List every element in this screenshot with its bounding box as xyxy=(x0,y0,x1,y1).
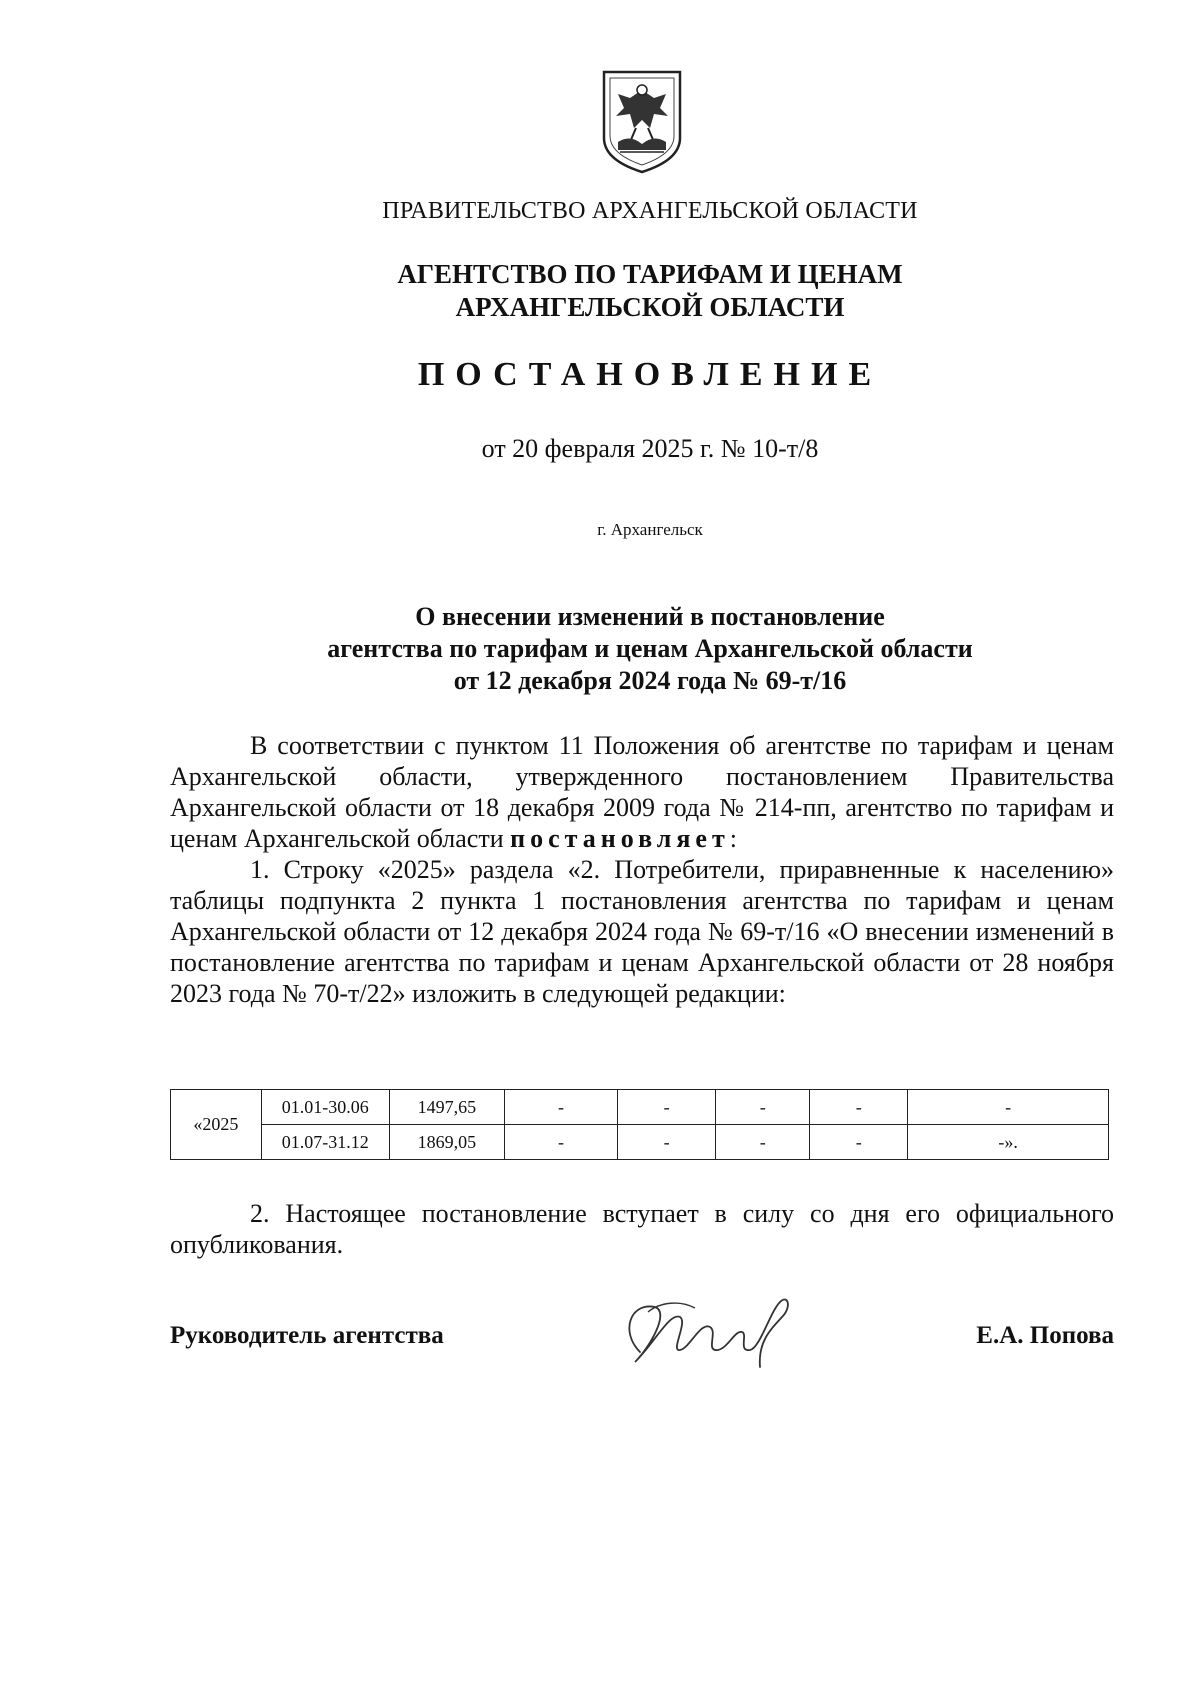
table-cell: - xyxy=(810,1125,908,1160)
table-cell: - xyxy=(716,1125,810,1160)
table-cell: - xyxy=(504,1125,617,1160)
agency-title xyxy=(170,258,1130,324)
document-city: г. Архангельск xyxy=(597,520,703,539)
item-1-paragraph: 1. Строку «2025» раздела «2. Потребители, приравненные к населению» таблицы подпункта 2 пункта 1 постановления агентства по тарифам и ценам Архангельской области от 12 декабря 2024 года № 69-т/16 «О внесении изменений в постановление агентства по тарифам и ценам Архангельской области от 28 ноября 2023 года № 70-т/22» изложить в следующей редакции: xyxy=(170,855,1114,1008)
handwritten-signature xyxy=(610,1272,810,1382)
document-date-number: от 20 февраля 2025 г. № 10-т/8 xyxy=(481,434,819,463)
preamble-paragraph xyxy=(170,730,1114,854)
table-cell: - xyxy=(716,1090,810,1125)
rates-table xyxy=(170,1089,1109,1160)
table-period-cell: 01.01-30.06 xyxy=(261,1090,389,1125)
agency-title-line2: АРХАНГЕЛЬСКОЙ ОБЛАСТИ xyxy=(455,292,845,322)
table-cell: - xyxy=(618,1090,716,1125)
subject-line2: агентства по тарифам и ценам Архангельской области xyxy=(327,634,973,663)
closing-paragraphs xyxy=(170,1198,1114,1260)
decree-verb: постановляет xyxy=(510,824,730,853)
preamble-colon: : xyxy=(729,824,737,853)
table-cell: -». xyxy=(908,1125,1109,1160)
document-type: ПОСТАНОВЛЕНИЕ xyxy=(417,356,883,393)
document-subject xyxy=(170,601,1130,697)
signatory-name: Е.А. Попова xyxy=(976,1322,1114,1349)
subject-line3: от 12 декабря 2024 года № 69-т/16 xyxy=(453,666,847,695)
table-value-cell: 1497,65 xyxy=(389,1090,504,1125)
table-cell: - xyxy=(908,1090,1109,1125)
table-row xyxy=(171,1090,1109,1125)
item-2-paragraph: 2. Настоящее постановление вступает в силу со дня его официального опубликования. xyxy=(170,1199,1114,1259)
table-value-cell: 1869,05 xyxy=(389,1125,504,1160)
table-period-cell: 01.07-31.12 xyxy=(261,1125,389,1160)
table-cell: - xyxy=(504,1090,617,1125)
signatory-position: Руководитель агентства xyxy=(170,1322,444,1349)
preamble-text: В соответствии с пунктом 11 Положения об агентстве по тарифам и ценам Архангельской области, утвержденного постановлением Правительства Архангельской области от 18 декабря 2009 года № 214-пп, агентство по тарифам и ценам Архангельской области xyxy=(170,731,1114,853)
table-row xyxy=(171,1125,1109,1160)
subject-line1: О внесении изменений в постановление xyxy=(415,602,885,631)
agency-title-line1: АГЕНТСТВО ПО ТАРИФАМ И ЦЕНАМ xyxy=(397,259,903,289)
table-cell: - xyxy=(810,1090,908,1125)
government-title: ПРАВИТЕЛЬСТВО АРХАНГЕЛЬСКОЙ ОБЛАСТИ xyxy=(382,198,918,224)
coat-of-arms-emblem xyxy=(600,68,684,176)
table-year-cell: «2025 xyxy=(171,1090,262,1160)
body-paragraphs xyxy=(170,730,1114,1009)
table-cell: - xyxy=(618,1125,716,1160)
